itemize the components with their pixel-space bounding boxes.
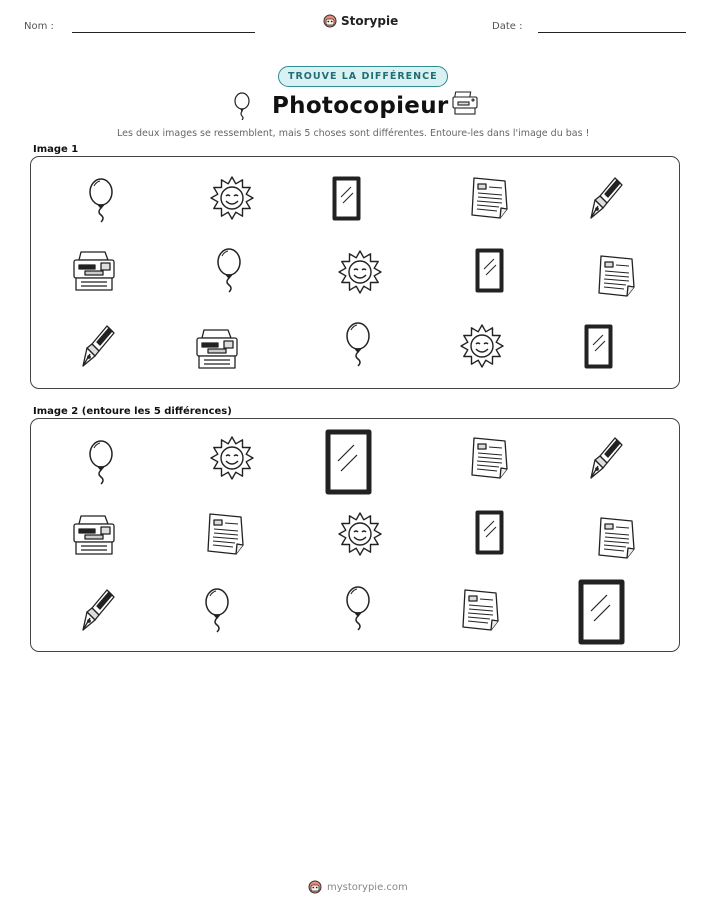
printer-icon [194, 327, 240, 371]
balloon-icon [342, 321, 374, 367]
image1-panel [30, 156, 680, 389]
document-icon [460, 587, 504, 633]
tablet-icon [583, 323, 615, 371]
image2-panel [30, 418, 680, 652]
balloon-icon [85, 177, 117, 223]
fountain-pen-icon [587, 435, 625, 481]
sun-icon [337, 249, 383, 295]
worksheet-title: Photocopieur [272, 93, 449, 119]
date-label: Date : [492, 21, 523, 32]
fountain-pen-icon [79, 587, 117, 633]
tablet-icon [331, 175, 363, 223]
fountain-pen-icon [79, 323, 117, 369]
image2-label: Image 2 (entoure les 5 différences) [33, 406, 232, 417]
balloon-icon [85, 439, 117, 485]
footer-site[interactable]: mystorypie.com [327, 881, 408, 893]
document-icon [205, 511, 249, 557]
storypie-mascot-icon [323, 14, 337, 28]
activity-tag: TROUVE LA DIFFÉRENCE [278, 66, 448, 87]
date-field[interactable] [538, 32, 686, 33]
storypie-mascot-icon [308, 880, 322, 894]
tablet-icon [474, 247, 506, 295]
balloon-icon [201, 587, 233, 633]
brand-name: Storypie [341, 14, 399, 28]
fountain-pen-icon [587, 175, 625, 221]
sun-icon [209, 175, 255, 221]
document-icon [469, 435, 513, 481]
printer-icon [71, 513, 117, 557]
balloon-icon [213, 247, 245, 293]
footer [308, 880, 408, 894]
large-tablet-icon [576, 577, 628, 647]
document-icon [596, 515, 640, 561]
printer-icon [451, 90, 479, 116]
name-label: Nom : [24, 21, 54, 32]
balloon-icon [342, 585, 374, 631]
image1-label: Image 1 [33, 144, 79, 155]
sun-icon [209, 435, 255, 481]
brand-logo [323, 14, 398, 28]
balloon-icon [231, 92, 253, 120]
document-icon [596, 253, 640, 299]
tablet-icon [474, 509, 506, 557]
printer-icon [71, 249, 117, 293]
sun-icon [459, 323, 505, 369]
large-tablet-icon [323, 427, 375, 497]
instructions: Les deux images se ressemblent, mais 5 choses sont différentes. Entoure-les dans l'image du bas ! [117, 128, 590, 139]
document-icon [469, 175, 513, 221]
sun-icon [337, 511, 383, 557]
name-field[interactable] [72, 32, 255, 33]
